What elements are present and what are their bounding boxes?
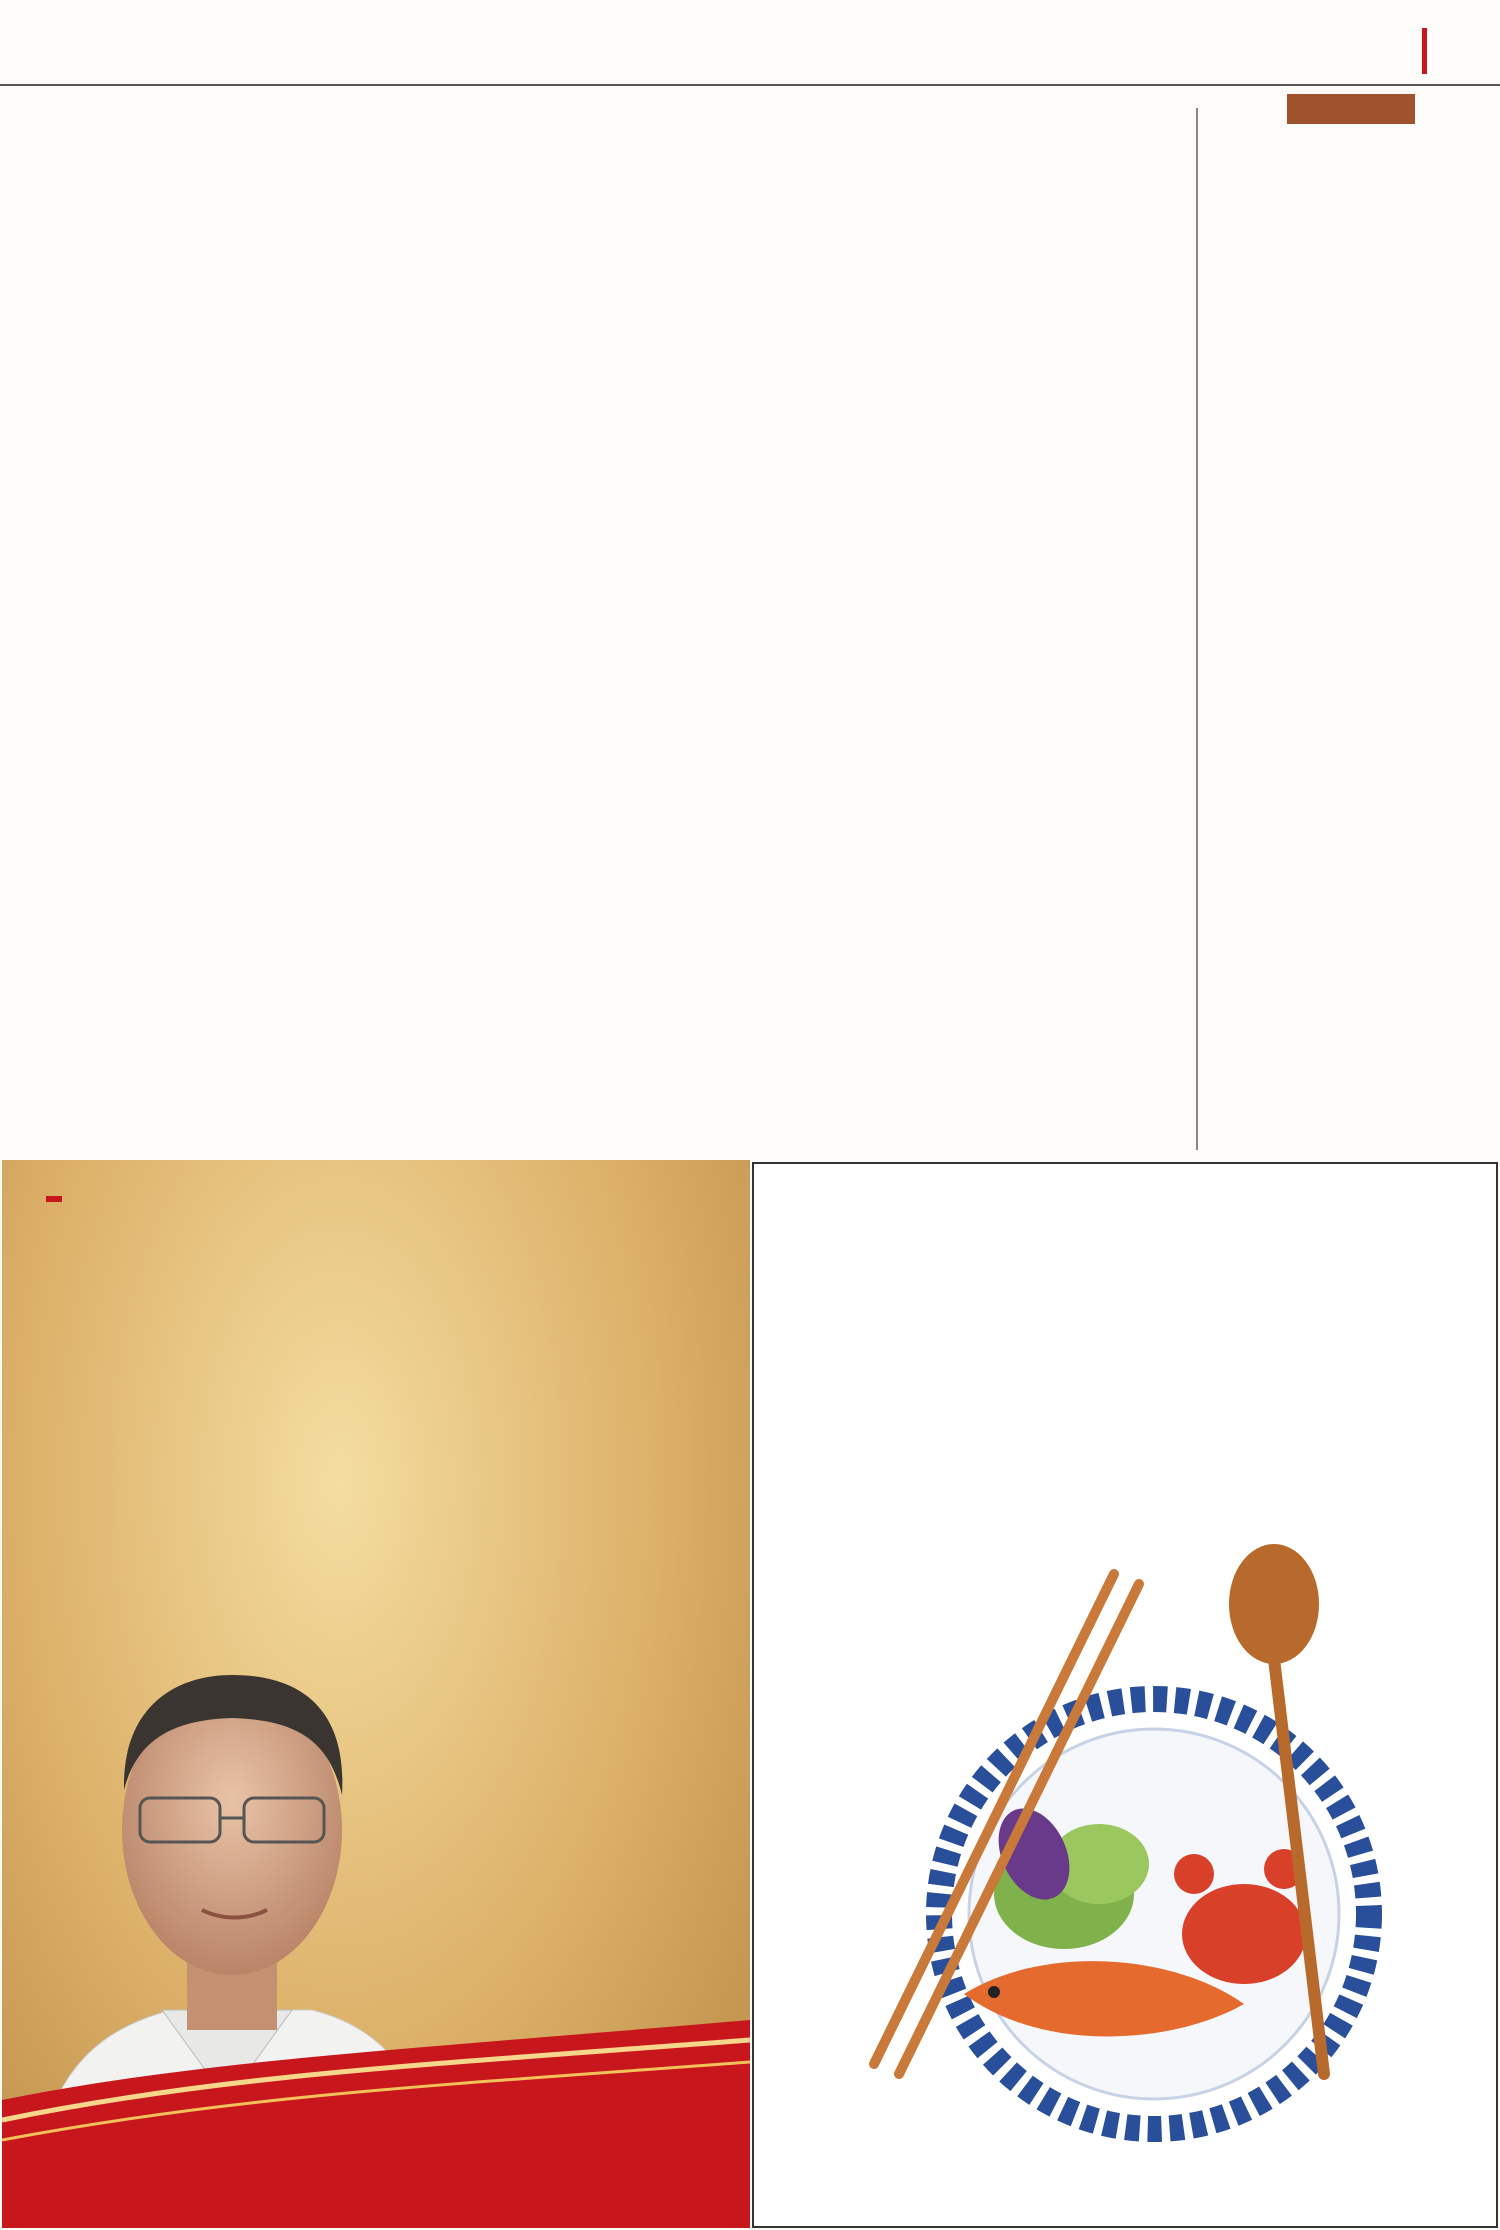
plate-illustration [814, 1534, 1454, 2154]
article-column-1 [2, 282, 276, 294]
public-chopsticks-ad [752, 1162, 1498, 2228]
section-divider [1422, 28, 1427, 74]
side-column-tag [1287, 94, 1415, 124]
ad-campaign-tag [46, 1196, 62, 1202]
moral-model-ad [2, 1160, 750, 2228]
article-column-3 [594, 282, 868, 294]
column-divider [1196, 108, 1198, 1150]
article-column-4 [890, 282, 1164, 286]
red-wave-decoration [2, 2020, 750, 2228]
header-rule [0, 84, 1500, 86]
